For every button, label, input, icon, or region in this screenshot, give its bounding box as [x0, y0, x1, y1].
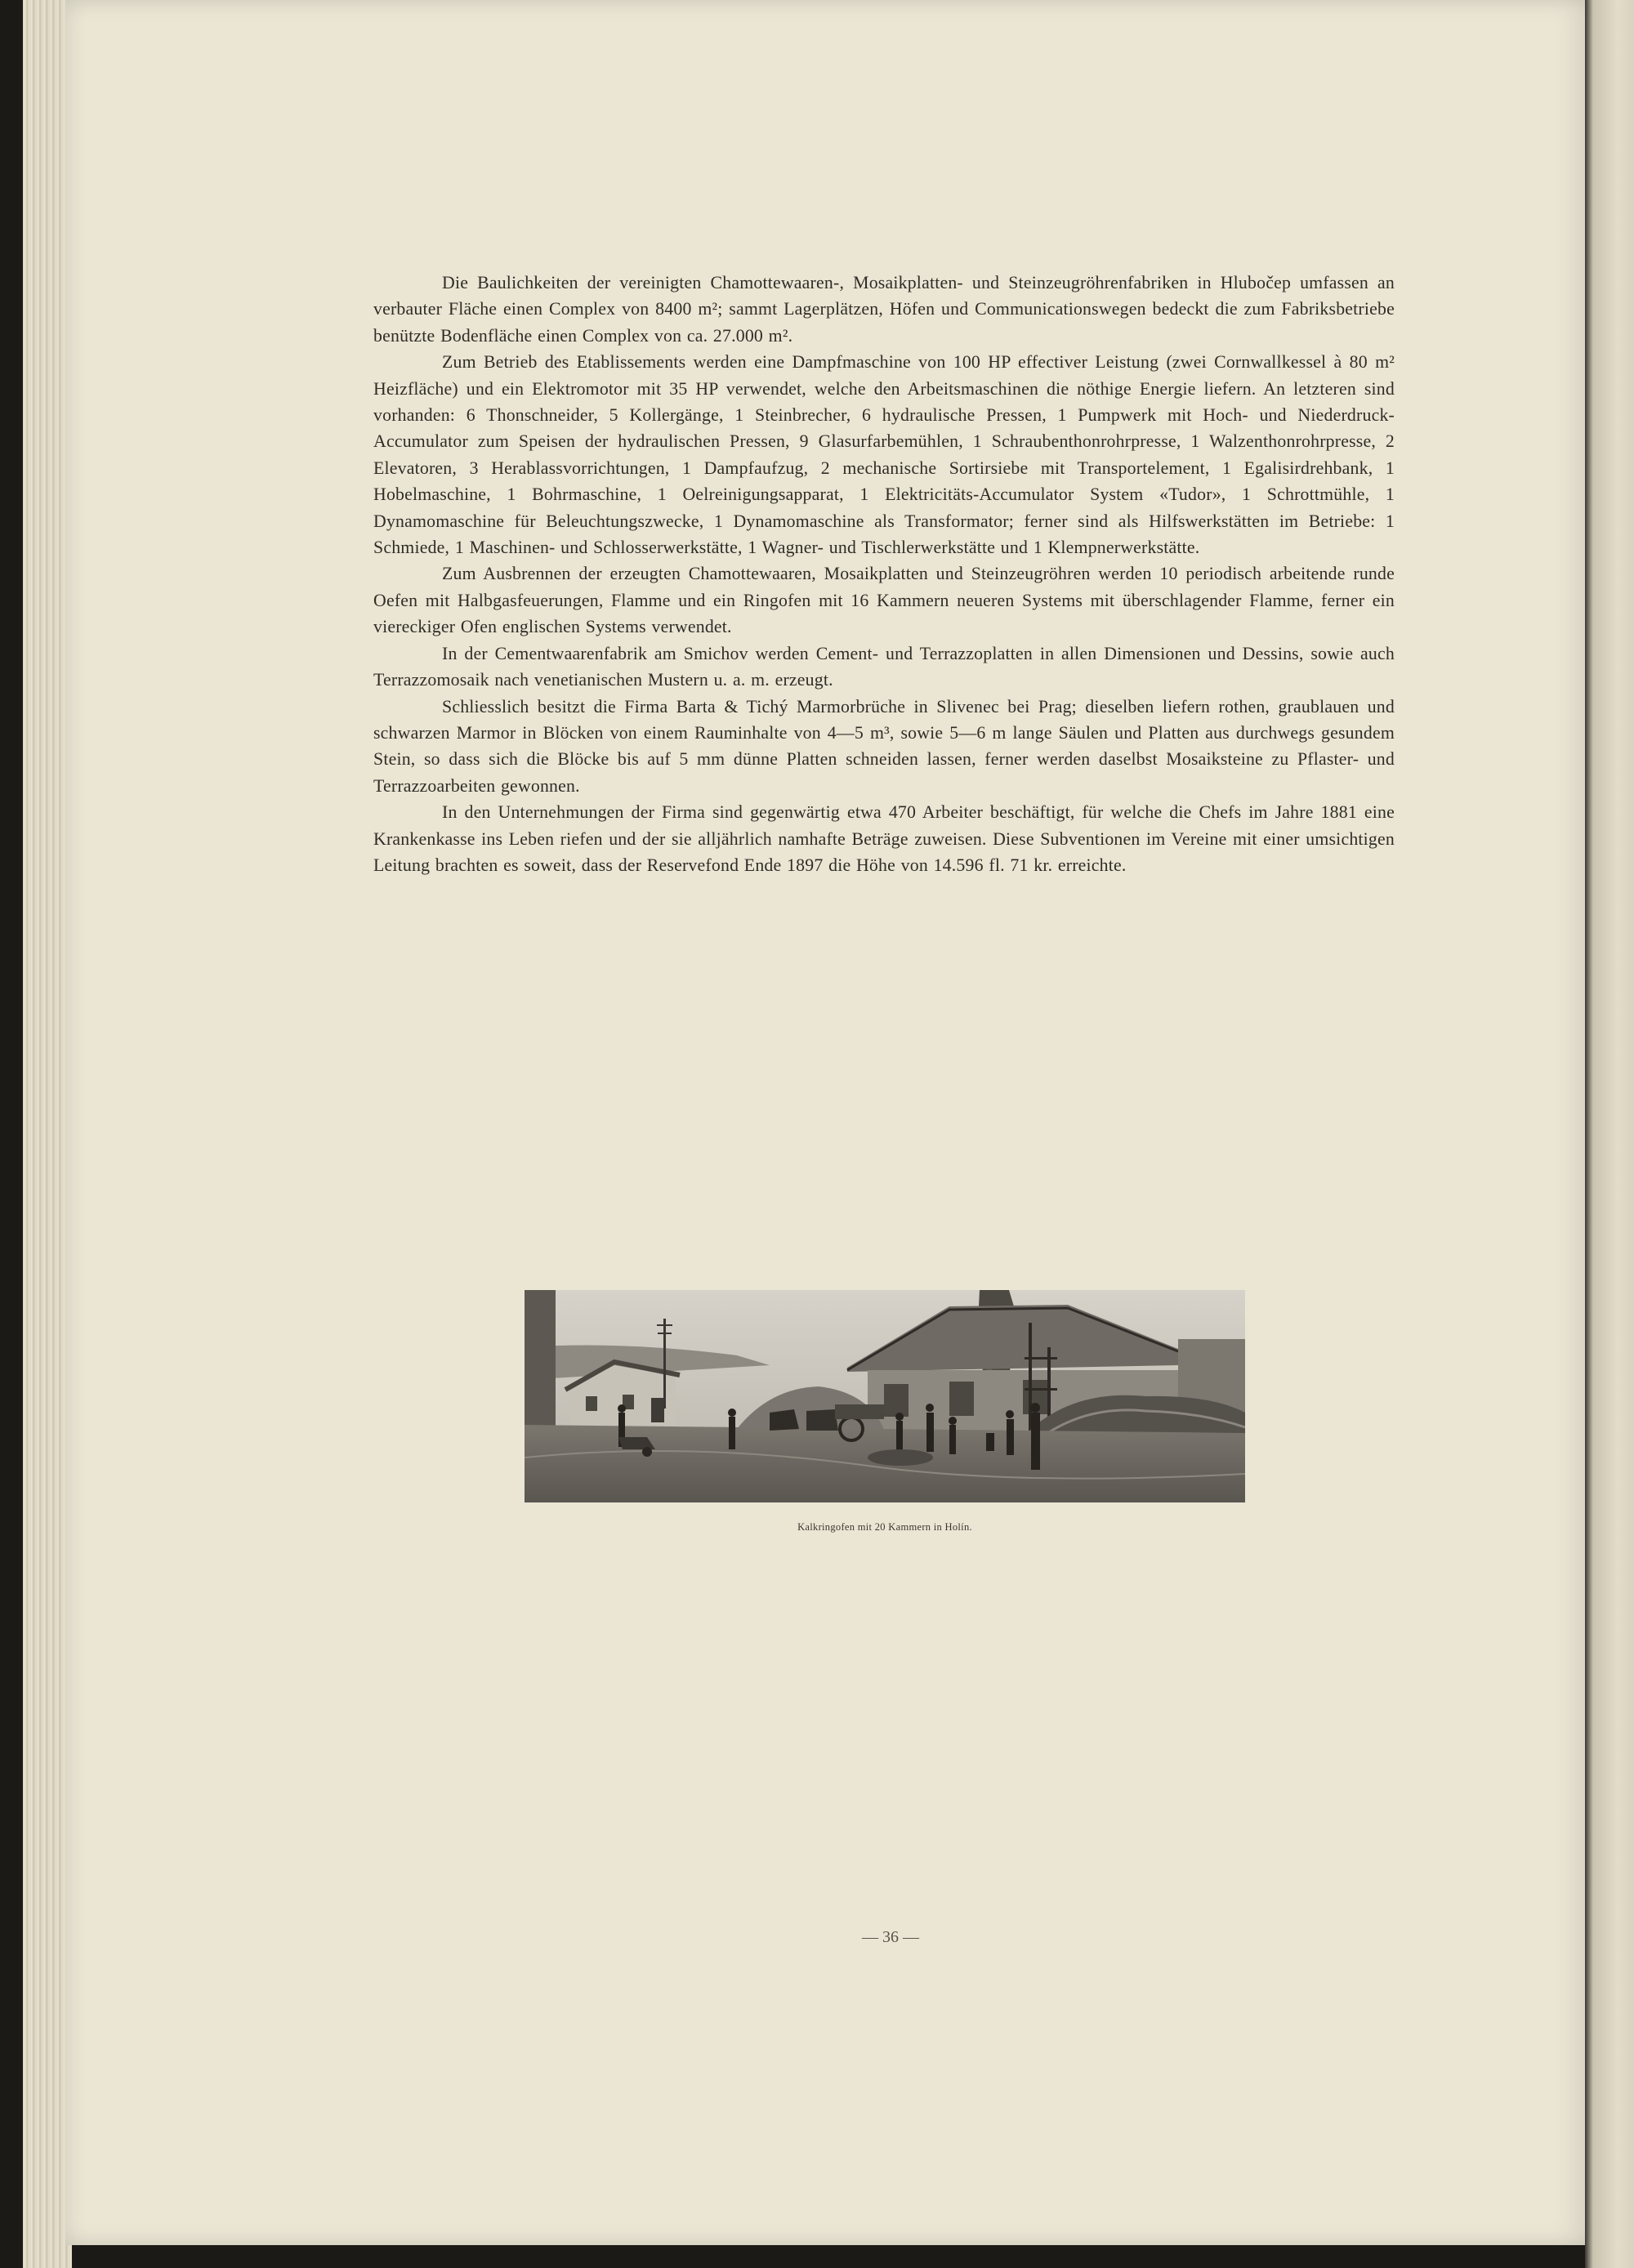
- page-edges: [23, 0, 72, 2268]
- body-text: [373, 270, 1395, 878]
- facing-page-edge: [1585, 0, 1634, 2268]
- paragraph: In den Unternehmungen der Firma sind gegenwärtig etwa 470 Arbeiter beschäftigt, für welche die Chefs im Jahre 1881 eine Krankenkasse ins Leben riefen und der sie alljährlich namhafte Beträge zuweisen. Diese Subventionen im Vereine mit einer umsichtigen Leitung brachten es soweit, dass der Reservefond Ende 1897 die Höhe von 14.596 fl. 71 kr. erreichte.: [373, 802, 1395, 875]
- photo-caption: Kalkringofen mit 20 Kammern in Holín.: [797, 1521, 972, 1533]
- paragraph: Die Baulichkeiten der vereinigten Chamottewaaren-, Mosaikplatten- und Steinzeugröhrenfabriken in Hlubočep umfassen an verbauter Fläche einen Complex von 8400 m²; sammt Lagerplätzen, Höfen und Communicationswegen bedeckt die zum Fabriksbetriebe benützte Bodenfläche einen Complex von ca. 27.000 m².: [373, 273, 1395, 346]
- kiln-photograph: [525, 1290, 1245, 1502]
- page-number: — 36 —: [862, 1928, 919, 1946]
- photo-plate-kiln: [525, 1290, 1245, 1502]
- paragraph: In der Cementwaarenfabrik am Smichov werden Cement- und Terrazzoplatten in allen Dimensionen und Dessins, sowie auch Terrazzomosaik nach venetianischen Mustern u. a. m. erzeugt.: [373, 643, 1395, 690]
- paragraph: Zum Ausbrennen der erzeugten Chamottewaaren, Mosaikplatten und Steinzeugröhren werden 10 periodisch arbeitende runde Oefen mit Halbgasfeuerungen, Flamme und ein Ringofen mit 16 Kammern neueren Systems mit überschlagender Flamme, ferner ein viereckiger Ofen englischen Systems verwendet.: [373, 564, 1395, 637]
- paragraph: Schliesslich besitzt die Firma Barta & Tichý Marmorbrüche in Slivenec bei Prag; dieselben liefern rothen, graublauen und schwarzen Marmor in Blöcken von einem Rauminhalte von 4—5 m³, sowie 5—6 m lange Säulen und Platten aus durchwegs gesundem Stein, so dass sich die Blöcke bis auf 5 mm dünne Platten schneiden lassen, ferner werden daselbst Mosaiksteine zu Pflaster- und Terrazzoarbeiten gewonnen.: [373, 696, 1395, 796]
- paragraph: Zum Betrieb des Etablissements werden eine Dampfmaschine von 100 HP effectiver Leistung (zwei Cornwallkessel à 80 m² Heizfläche) und ein Elektromotor mit 35 HP verwendet, welche den Arbeitsmaschinen die nöthige Energie liefern. An letzteren sind vorhanden: 6 Thonschneider, 5 Kollergänge, 1 Steinbrecher, 6 hydraulische Pressen, 1 Pumpwerk mit Hoch- und Niederdruck-Accumulator zum Speisen der hydraulischen Pressen, 9 Glasurfarbemühlen, 1 Schraubenthonrohrpresse, 1 Walzenthonrohrpresse, 2 Elevatoren, 3 Herablassvorrichtungen, 1 Dampfaufzug, 2 mechanische Sortirsiebe mit Transportelement, 1 Egalisirdrehbank, 1 Hobelmaschine, 1 Bohrmaschine, 1 Oelreinigungsapparat, 1 Elektricitäts-Accumulator System «Tudor», 1 Schrottmühle, 1 Dynamomaschine für Beleuchtungszwecke, 1 Dynamomaschine als Transformator; ferner sind als Hilfswerkstätten im Betriebe: 1 Schmiede, 1 Maschinen- und Schlosserwerkstätte, 1 Wagner- und Tischlerwerkstätte und 1 Klempnerwerkstätte.: [373, 352, 1395, 558]
